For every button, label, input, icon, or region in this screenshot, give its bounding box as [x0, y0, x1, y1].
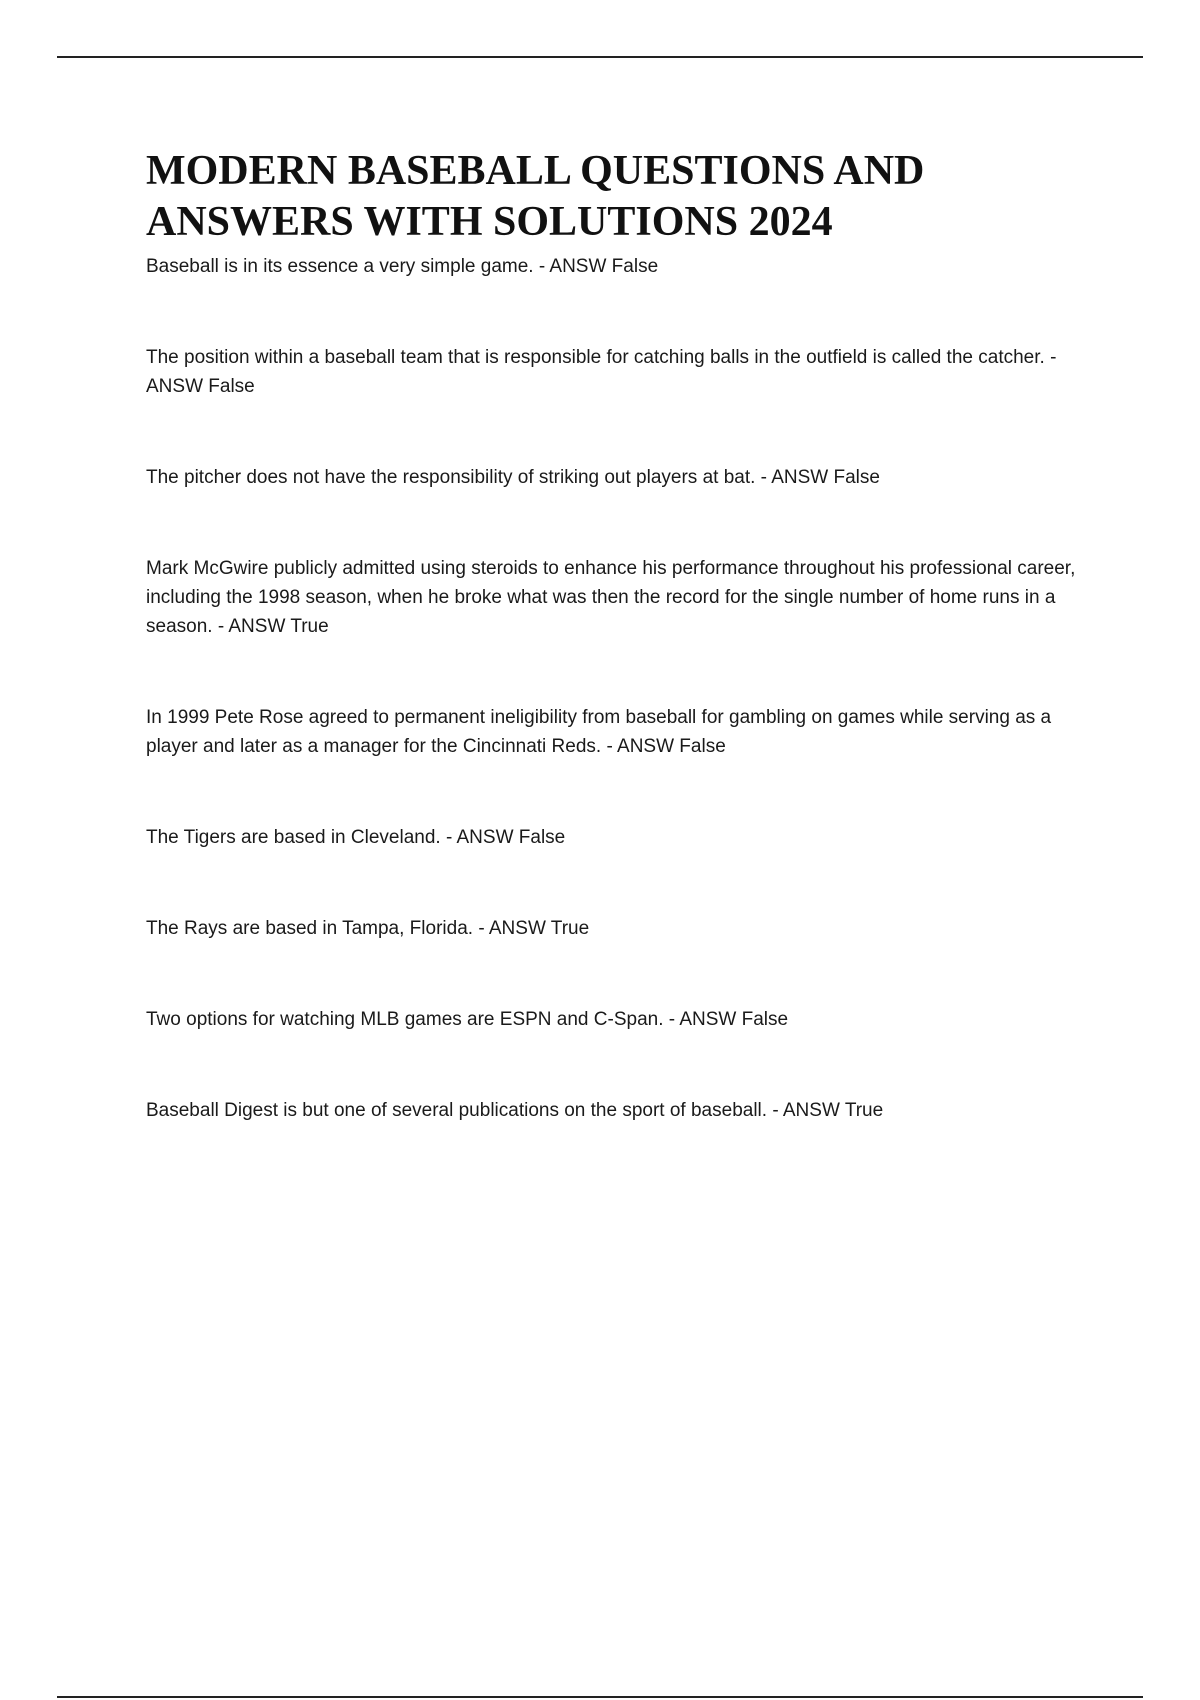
qa-item: The position within a baseball team that is responsible for catching balls in the outfield is called the catcher. - ANSW False — [146, 347, 1057, 397]
qa-item: Two options for watching MLB games are ESPN and C-Span. - ANSW False — [146, 1009, 789, 1030]
document-content — [146, 146, 1086, 1187]
qa-item: The Tigers are based in Cleveland. - ANSW False — [146, 827, 566, 848]
qa-item: Baseball is in its essence a very simple game. - ANSW False — [146, 256, 659, 277]
qa-item: Mark McGwire publicly admitted using steroids to enhance his performance throughout his professional career, including the 1998 season, when he broke what was then the record for the single number of home runs in a season. - ANSW True — [146, 558, 1076, 637]
qa-item: The pitcher does not have the responsibility of striking out players at bat. - ANSW False — [146, 467, 880, 488]
qa-item: Baseball Digest is but one of several publications on the sport of baseball. - ANSW True — [146, 1100, 884, 1121]
bottom-rule — [57, 1696, 1143, 1698]
qa-item: In 1999 Pete Rose agreed to permanent ineligibility from baseball for gambling on games while serving as a player and later as a manager for the Cincinnati Reds. - ANSW False — [146, 707, 1052, 757]
qa-item: The Rays are based in Tampa, Florida. - ANSW True — [146, 918, 590, 939]
document-title: MODERN BASEBALL QUESTIONS AND ANSWERS WITH SOLUTIONS 2024 — [146, 148, 925, 245]
qa-list — [146, 252, 1086, 1125]
top-rule — [57, 56, 1143, 58]
